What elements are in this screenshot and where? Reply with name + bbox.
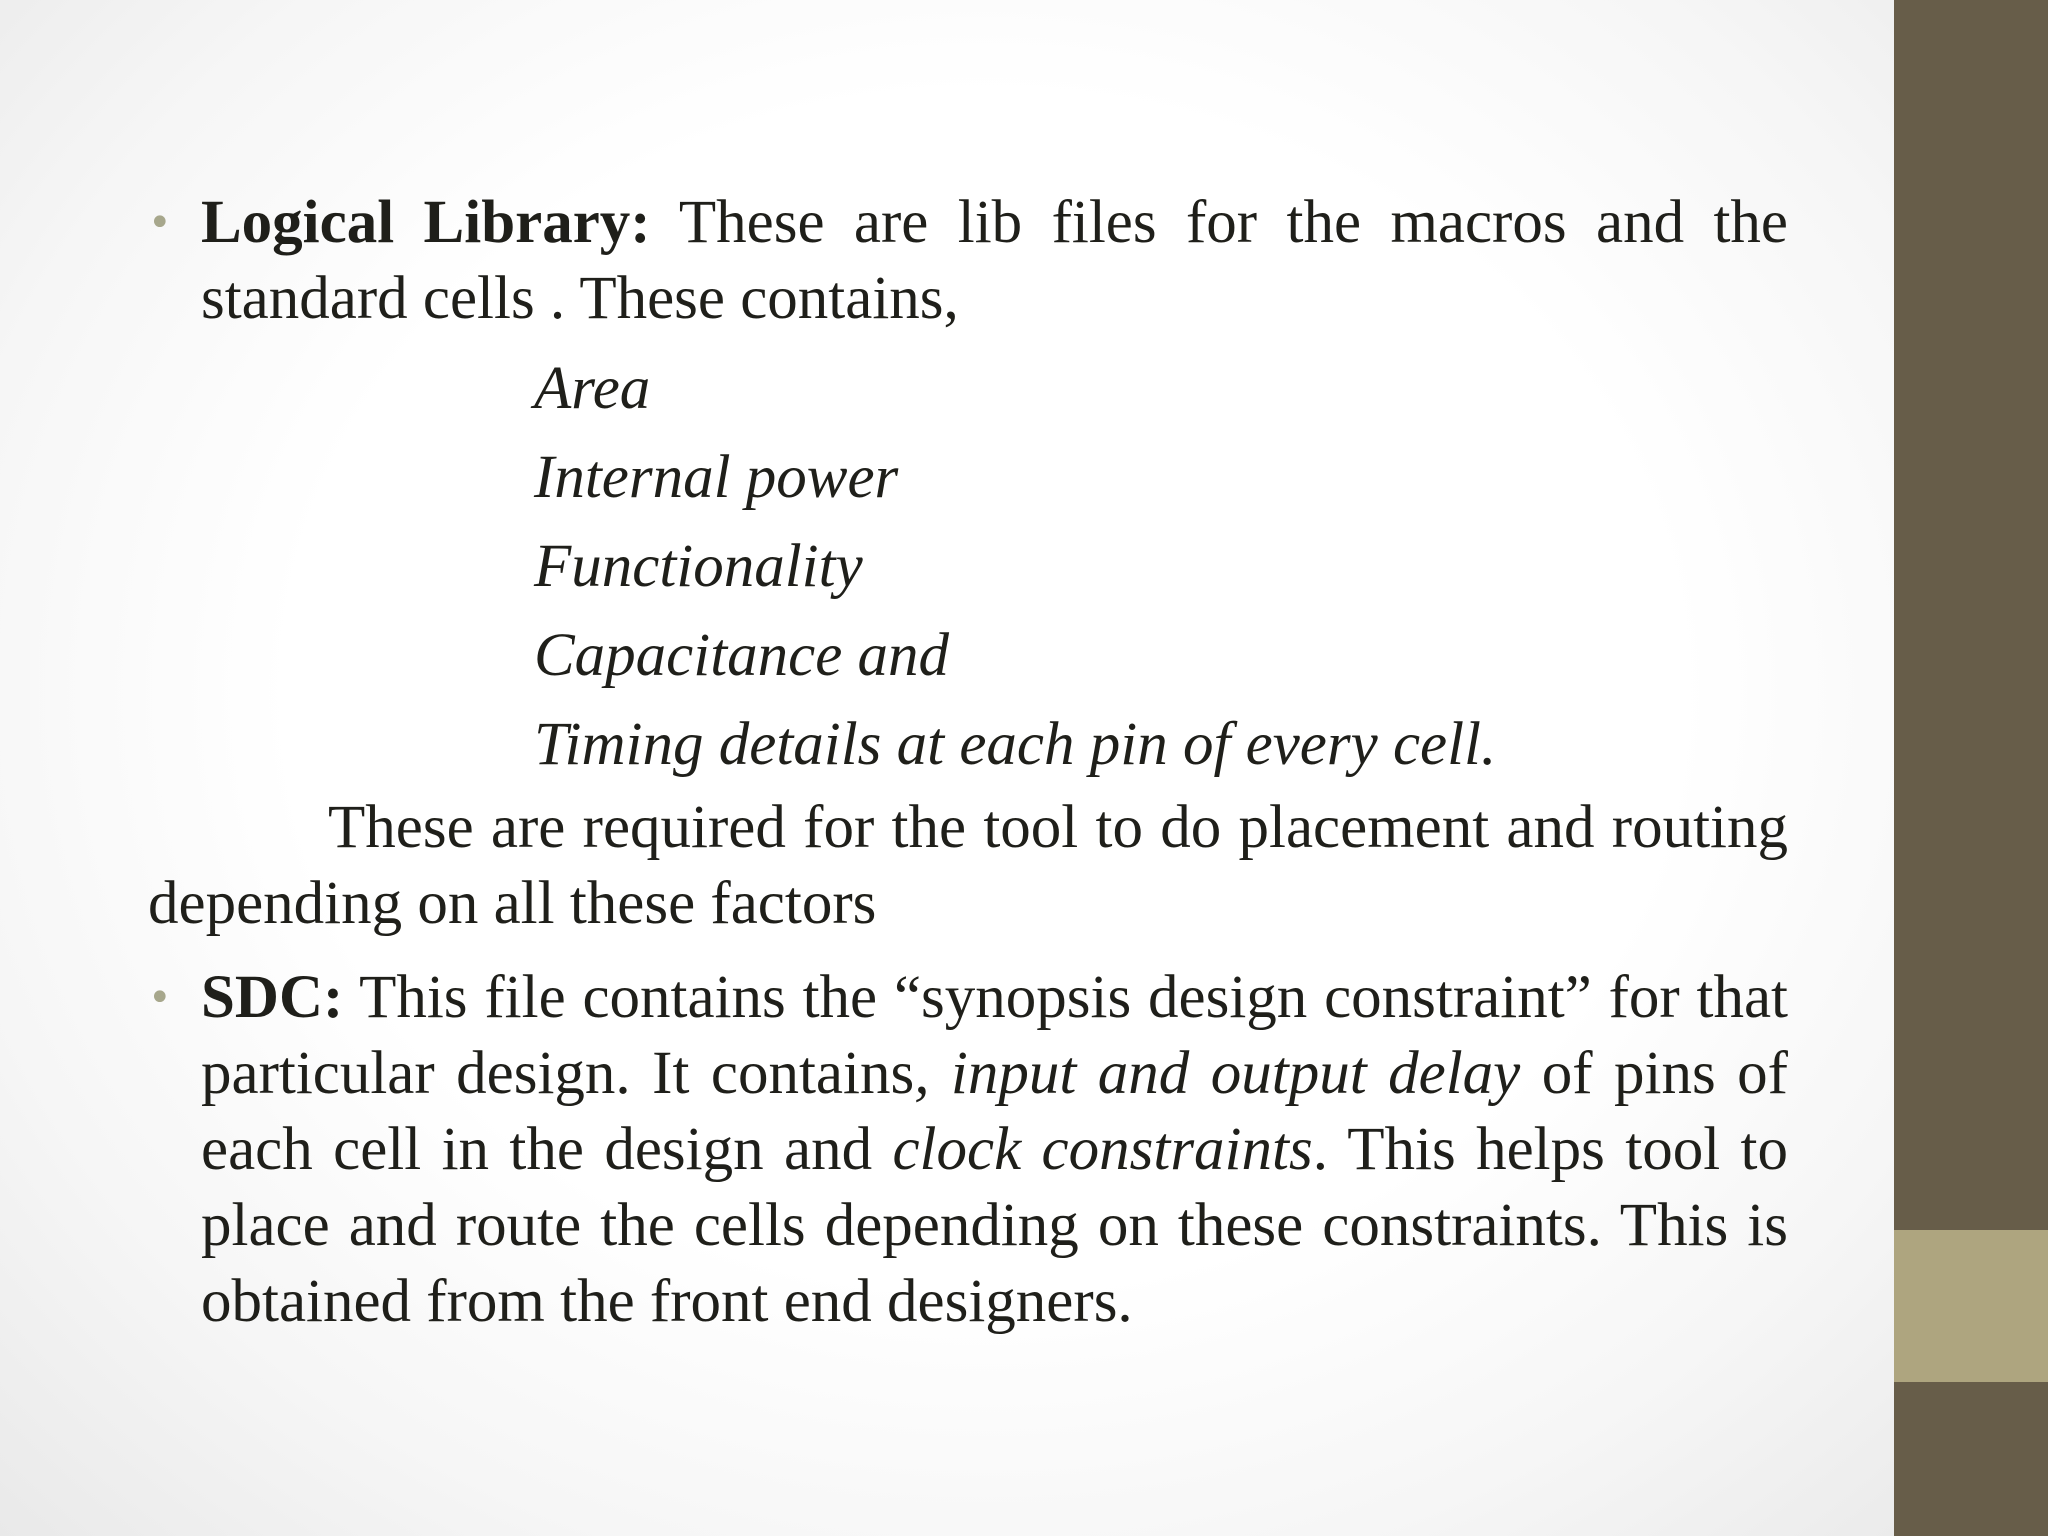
sdc-text-1: This file contains the “synopsis design constraint” for that particular design. It contains [201,964,1788,1107]
logical-library-note: These are required for the tool to do placement and routing depending on all these factors [148,794,1788,937]
list-item: Capacitance and [534,622,950,689]
logical-library-text: These are lib files for the macros and the standard cells . These contains, [201,189,1788,332]
list-item: Internal power [534,444,899,511]
sdc-heading: SDC: [201,964,344,1031]
sdc-italic-1: , input and output delay [914,1040,1521,1107]
bullet-logical-library [148,185,1788,337]
bullet-dot-icon: • [148,975,172,1021]
logical-library-contents-list [148,351,1788,796]
list-item: Functionality [534,533,863,600]
bullet-sdc [148,960,1788,1340]
list-item: Area [534,355,651,422]
sdc-text-3: . This helps tool to place and route the cells depending on these constraints. This is obtained from the front end designers. [201,1116,1789,1335]
slide-content [148,185,1788,1340]
sdc-italic-2: clock constraints [892,1116,1313,1183]
sdc-text-2: of pins of each cell in the design and [201,1040,1788,1183]
list-item: Timing details at each pin of every cell. [534,711,1497,778]
sidebar-accent-block [1894,1230,2048,1382]
bullet-dot-icon: • [148,200,172,246]
logical-library-heading: Logical Library: [201,189,651,256]
